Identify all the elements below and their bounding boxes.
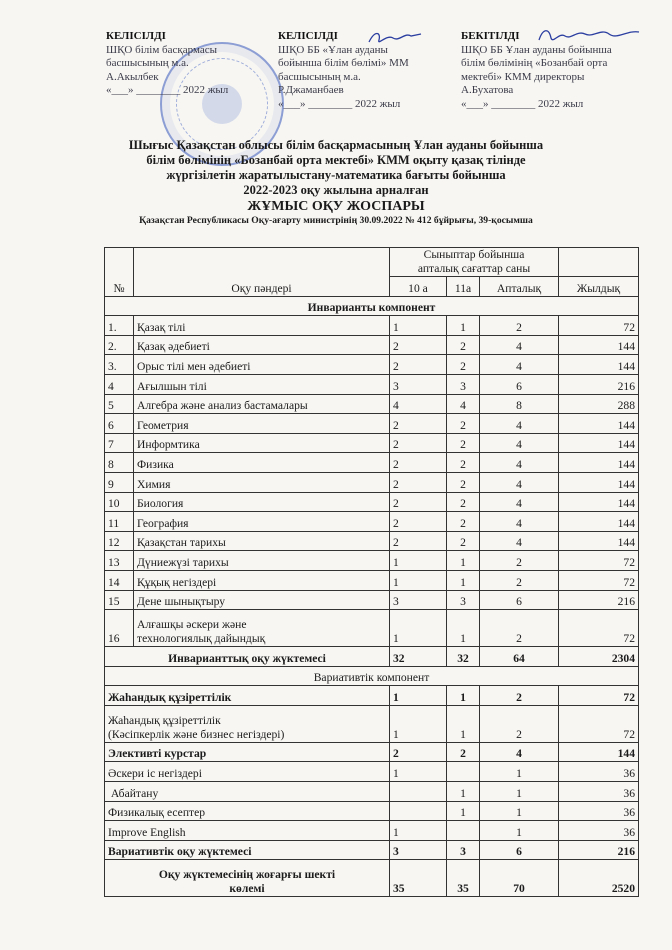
row-weekly: 4 xyxy=(480,335,559,355)
column-header-yearly: Жылдық xyxy=(559,277,639,297)
subject-line: (Кәсіпкерлік және бизнес негіздері) xyxy=(108,727,285,741)
row-weekly: 1 xyxy=(480,821,559,841)
signature-icon xyxy=(365,28,425,48)
row-number: 16 xyxy=(105,610,134,647)
row-subject: Информтика xyxy=(134,433,390,453)
approval-line: ШҚО ББ «Ұлан ауданы xyxy=(278,43,388,56)
elective-rows xyxy=(105,762,639,840)
total-yearly: 216 xyxy=(559,840,639,860)
row-subject: Дене шынықтыру xyxy=(134,590,390,610)
table-row xyxy=(105,610,639,647)
row-grade10: 1 xyxy=(390,821,447,841)
row-weekly: 2 xyxy=(480,551,559,571)
row-subject: Ағылшын тілі xyxy=(134,374,390,394)
row-weekly: 6 xyxy=(480,374,559,394)
row-subject: Қазақ тілі xyxy=(134,316,390,336)
row-grade10: 1 xyxy=(390,705,447,742)
signature-icon xyxy=(535,24,645,48)
row-grade11: 2 xyxy=(447,433,480,453)
curriculum-table xyxy=(104,247,639,897)
row-number: 1. xyxy=(105,316,134,336)
row-grade10: 2 xyxy=(390,531,447,551)
row-weekly: 4 xyxy=(480,512,559,532)
elective-row xyxy=(105,742,639,762)
total-weekly: 70 xyxy=(480,860,559,897)
row-number: 9 xyxy=(105,472,134,492)
document-main-title: ЖҰМЫС ОҚУ ЖОСПАРЫ xyxy=(247,199,425,214)
row-weekly: 2 xyxy=(480,686,559,706)
row-yearly: 36 xyxy=(559,762,639,782)
subject-line: Алғашқы әскери және xyxy=(137,618,247,632)
row-grade11: 1 xyxy=(447,551,480,571)
row-subject: Химия xyxy=(134,472,390,492)
row-yearly: 144 xyxy=(559,335,639,355)
table-row xyxy=(105,355,639,375)
approval-line: ШҚО білім басқармасы xyxy=(106,43,217,56)
row-grade11: 2 xyxy=(447,492,480,512)
approval-line: А.Акылбек xyxy=(106,70,159,83)
table-row xyxy=(105,531,639,551)
row-weekly: 1 xyxy=(480,762,559,782)
row-grade11: 1 xyxy=(447,686,480,706)
row-weekly: 2 xyxy=(480,610,559,647)
table-row xyxy=(105,394,639,414)
row-grade11: 2 xyxy=(447,472,480,492)
total-label xyxy=(105,860,390,897)
row-number: 10 xyxy=(105,492,134,512)
total-label: Инварианттық оқу жүктемесі xyxy=(105,647,390,667)
row-grade10: 2 xyxy=(390,742,447,762)
row-subject: Әскери іс негіздері xyxy=(105,762,390,782)
row-number: 15 xyxy=(105,590,134,610)
row-grade11: 2 xyxy=(447,355,480,375)
row-weekly: 4 xyxy=(480,492,559,512)
title-line: Шығыс Қазақстан облысы білім басқармасының Ұлан ауданы бойынша xyxy=(128,138,544,152)
row-yearly: 72 xyxy=(559,570,639,590)
table-row xyxy=(105,453,639,473)
row-grade11: 1 xyxy=(447,801,480,821)
row-subject: Improve English xyxy=(105,821,390,841)
row-subject: Геометрия xyxy=(134,414,390,434)
order-reference: Қазақстан Республикасы Оқу-ағарту министрінің 30.09.2022 № 412 бұйрығы, 39-қосымша xyxy=(139,215,533,226)
row-grade10: 2 xyxy=(390,472,447,492)
row-grade11: 2 xyxy=(447,742,480,762)
row-weekly: 2 xyxy=(480,570,559,590)
total-grade10: 32 xyxy=(390,647,447,667)
row-weekly: 1 xyxy=(480,782,559,802)
row-grade11: 2 xyxy=(447,531,480,551)
row-weekly: 4 xyxy=(480,472,559,492)
row-grade11: 1 xyxy=(447,782,480,802)
row-yearly: 144 xyxy=(559,453,639,473)
total-weekly: 64 xyxy=(480,647,559,667)
row-yearly: 216 xyxy=(559,590,639,610)
global-competence-sub-row xyxy=(105,705,639,742)
approval-line: білім бөлімінің «Бозанбай орта xyxy=(461,57,608,69)
row-grade10 xyxy=(390,801,447,821)
row-grade10: 2 xyxy=(390,355,447,375)
column-header-subject: Оқу пәндері xyxy=(134,248,390,297)
column-header-grade10: 10 а xyxy=(390,277,447,297)
table-row xyxy=(105,570,639,590)
row-yearly: 288 xyxy=(559,394,639,414)
row-grade10: 1 xyxy=(390,610,447,647)
total-label: Вариативтік оқу жүктемесі xyxy=(105,840,390,860)
row-weekly: 2 xyxy=(480,705,559,742)
row-yearly: 216 xyxy=(559,374,639,394)
approval-line: А.Бухатова xyxy=(461,84,514,96)
row-number: 14 xyxy=(105,570,134,590)
subject-line: Жаһандық құзіреттілік xyxy=(108,713,221,727)
approval-heading: КЕЛІСІЛДІ xyxy=(278,30,338,42)
approval-heading: КЕЛІСІЛДІ xyxy=(106,30,166,42)
total-grade10: 35 xyxy=(390,860,447,897)
variative-total-row xyxy=(105,840,639,860)
row-yearly: 144 xyxy=(559,355,639,375)
title-line: 2022-2023 оқу жылына арналған xyxy=(243,183,429,197)
row-weekly: 6 xyxy=(480,590,559,610)
row-subject: Қазақстан тарихы xyxy=(134,531,390,551)
total-yearly: 2520 xyxy=(559,860,639,897)
row-grade11: 3 xyxy=(447,590,480,610)
row-weekly: 4 xyxy=(480,433,559,453)
row-grade10: 1 xyxy=(390,316,447,336)
row-number: 7 xyxy=(105,433,134,453)
row-grade10: 3 xyxy=(390,374,447,394)
row-subject: Биология xyxy=(134,492,390,512)
row-grade10: 2 xyxy=(390,335,447,355)
row-grade11: 2 xyxy=(447,414,480,434)
table-row xyxy=(105,551,639,571)
row-grade11: 2 xyxy=(447,512,480,532)
total-grade10: 3 xyxy=(390,840,447,860)
total-yearly: 2304 xyxy=(559,647,639,667)
row-yearly: 36 xyxy=(559,821,639,841)
row-yearly: 72 xyxy=(559,705,639,742)
approval-block-1 xyxy=(106,30,266,98)
column-header-number: № xyxy=(105,248,134,297)
row-number: 13 xyxy=(105,551,134,571)
title-line: білім бөлімінің «Бозанбай орта мектебі» КММ оқыту қазақ тілінде xyxy=(146,153,526,167)
row-grade11: 1 xyxy=(447,316,480,336)
row-subject xyxy=(134,610,390,647)
row-grade11: 1 xyxy=(447,610,480,647)
subject-line: технологиялық дайындық xyxy=(137,632,266,646)
approval-line: мектебі» КММ директоры xyxy=(461,70,585,83)
row-subject: Дүниежүзі тарихы xyxy=(134,551,390,571)
header-line: Сыныптар бойынша xyxy=(423,248,525,261)
row-number: 6 xyxy=(105,414,134,434)
total-grade11: 35 xyxy=(447,860,480,897)
row-grade11: 3 xyxy=(447,374,480,394)
section-row-variative xyxy=(105,666,639,686)
row-yearly: 144 xyxy=(559,472,639,492)
row-grade10: 2 xyxy=(390,433,447,453)
row-weekly: 1 xyxy=(480,801,559,821)
row-number: 8 xyxy=(105,453,134,473)
approval-date: «___» ________ 2022 жыл xyxy=(106,84,229,96)
max-load-row xyxy=(105,860,639,897)
approval-date: «___» ________ 2022 жыл xyxy=(461,97,584,110)
approval-line: Р.Джаманбаев xyxy=(278,84,344,96)
row-grade11: 1 xyxy=(447,570,480,590)
elective-course-row xyxy=(105,762,639,782)
label-line: көлемі xyxy=(229,882,265,896)
row-grade10: 2 xyxy=(390,492,447,512)
row-number: 5 xyxy=(105,394,134,414)
approval-heading: БЕКІТІЛДІ xyxy=(461,30,520,42)
row-grade10: 1 xyxy=(390,762,447,782)
section-row-invariant xyxy=(105,296,639,316)
row-yearly: 144 xyxy=(559,512,639,532)
elective-course-row xyxy=(105,821,639,841)
row-grade10: 1 xyxy=(390,686,447,706)
table-row xyxy=(105,374,639,394)
row-yearly: 72 xyxy=(559,686,639,706)
approval-line: басшысының м.а. xyxy=(278,70,361,83)
label-line: Оқу жүктемесінің жоғарғы шекті xyxy=(158,868,336,882)
table-row xyxy=(105,590,639,610)
table-row xyxy=(105,335,639,355)
row-subject: Орыс тілі мен әдебиеті xyxy=(134,355,390,375)
total-grade11: 3 xyxy=(447,840,480,860)
table-row xyxy=(105,414,639,434)
total-grade11: 32 xyxy=(447,647,480,667)
row-subject: Физика xyxy=(134,453,390,473)
column-header-weekly-group xyxy=(390,248,559,277)
approval-section xyxy=(0,30,672,130)
row-weekly: 4 xyxy=(480,742,559,762)
row-grade10: 3 xyxy=(390,590,447,610)
row-yearly: 144 xyxy=(559,742,639,762)
row-grade11 xyxy=(447,762,480,782)
row-grade10: 2 xyxy=(390,512,447,532)
row-number: 12 xyxy=(105,531,134,551)
row-yearly: 72 xyxy=(559,610,639,647)
row-yearly: 144 xyxy=(559,492,639,512)
row-subject xyxy=(105,705,390,742)
approval-line: бойынша білім бөлімі» ММ xyxy=(278,57,409,69)
row-subject: Физикалық есептер xyxy=(105,801,390,821)
row-grade11: 2 xyxy=(447,335,480,355)
row-yearly: 144 xyxy=(559,414,639,434)
row-number: 4 xyxy=(105,374,134,394)
row-grade10: 2 xyxy=(390,453,447,473)
row-weekly: 4 xyxy=(480,355,559,375)
row-grade11 xyxy=(447,821,480,841)
column-header-grade11: 11а xyxy=(447,277,480,297)
section-title: Инварианты компонент xyxy=(105,296,639,316)
table-row xyxy=(105,433,639,453)
row-subject: Элективті курстар xyxy=(105,742,390,762)
row-weekly: 4 xyxy=(480,414,559,434)
header-line: апталық сағаттар саны xyxy=(417,262,531,275)
row-yearly: 36 xyxy=(559,782,639,802)
global-competence-row xyxy=(105,686,639,706)
table-row xyxy=(105,472,639,492)
row-grade10 xyxy=(390,782,447,802)
table-row xyxy=(105,492,639,512)
row-yearly: 72 xyxy=(559,316,639,336)
row-grade11: 4 xyxy=(447,394,480,414)
row-grade11: 2 xyxy=(447,453,480,473)
row-yearly: 72 xyxy=(559,551,639,571)
row-subject: Жаһандық құзіреттілік xyxy=(105,686,390,706)
table-row xyxy=(105,512,639,532)
row-subject: Алгебра және анализ бастамалары xyxy=(134,394,390,414)
table-header-row xyxy=(105,248,639,277)
row-weekly: 4 xyxy=(480,453,559,473)
row-yearly: 144 xyxy=(559,531,639,551)
row-weekly: 4 xyxy=(480,531,559,551)
row-number: 11 xyxy=(105,512,134,532)
approval-date: «___» ________ 2022 жыл xyxy=(278,97,401,110)
row-grade10: 2 xyxy=(390,414,447,434)
section-title: Вариативтік компонент xyxy=(105,666,639,686)
row-grade10: 4 xyxy=(390,394,447,414)
row-grade10: 1 xyxy=(390,551,447,571)
row-subject: География xyxy=(134,512,390,532)
title-line: жүргізілетін жаратылыстану-математика бағыты бойынша xyxy=(166,168,506,182)
row-number: 2. xyxy=(105,335,134,355)
total-weekly: 6 xyxy=(480,840,559,860)
invariant-total-row xyxy=(105,647,639,667)
elective-course-row xyxy=(105,782,639,802)
invariant-rows xyxy=(105,316,639,610)
row-weekly: 8 xyxy=(480,394,559,414)
approval-line: ШҚО ББ Ұлан ауданы бойынша xyxy=(461,43,612,56)
row-weekly: 2 xyxy=(480,316,559,336)
document-title-block xyxy=(0,138,672,227)
row-grade11: 1 xyxy=(447,705,480,742)
approval-line: басшысының м.а. xyxy=(106,57,189,69)
table-row xyxy=(105,316,639,336)
row-yearly: 36 xyxy=(559,801,639,821)
row-grade10: 1 xyxy=(390,570,447,590)
row-subject: Абайтану xyxy=(105,782,390,802)
column-header-weekly: Апталық xyxy=(480,277,559,297)
row-yearly: 144 xyxy=(559,433,639,453)
elective-course-row xyxy=(105,801,639,821)
row-subject: Құқық негіздері xyxy=(134,570,390,590)
row-subject: Қазақ әдебиеті xyxy=(134,335,390,355)
row-number: 3. xyxy=(105,355,134,375)
